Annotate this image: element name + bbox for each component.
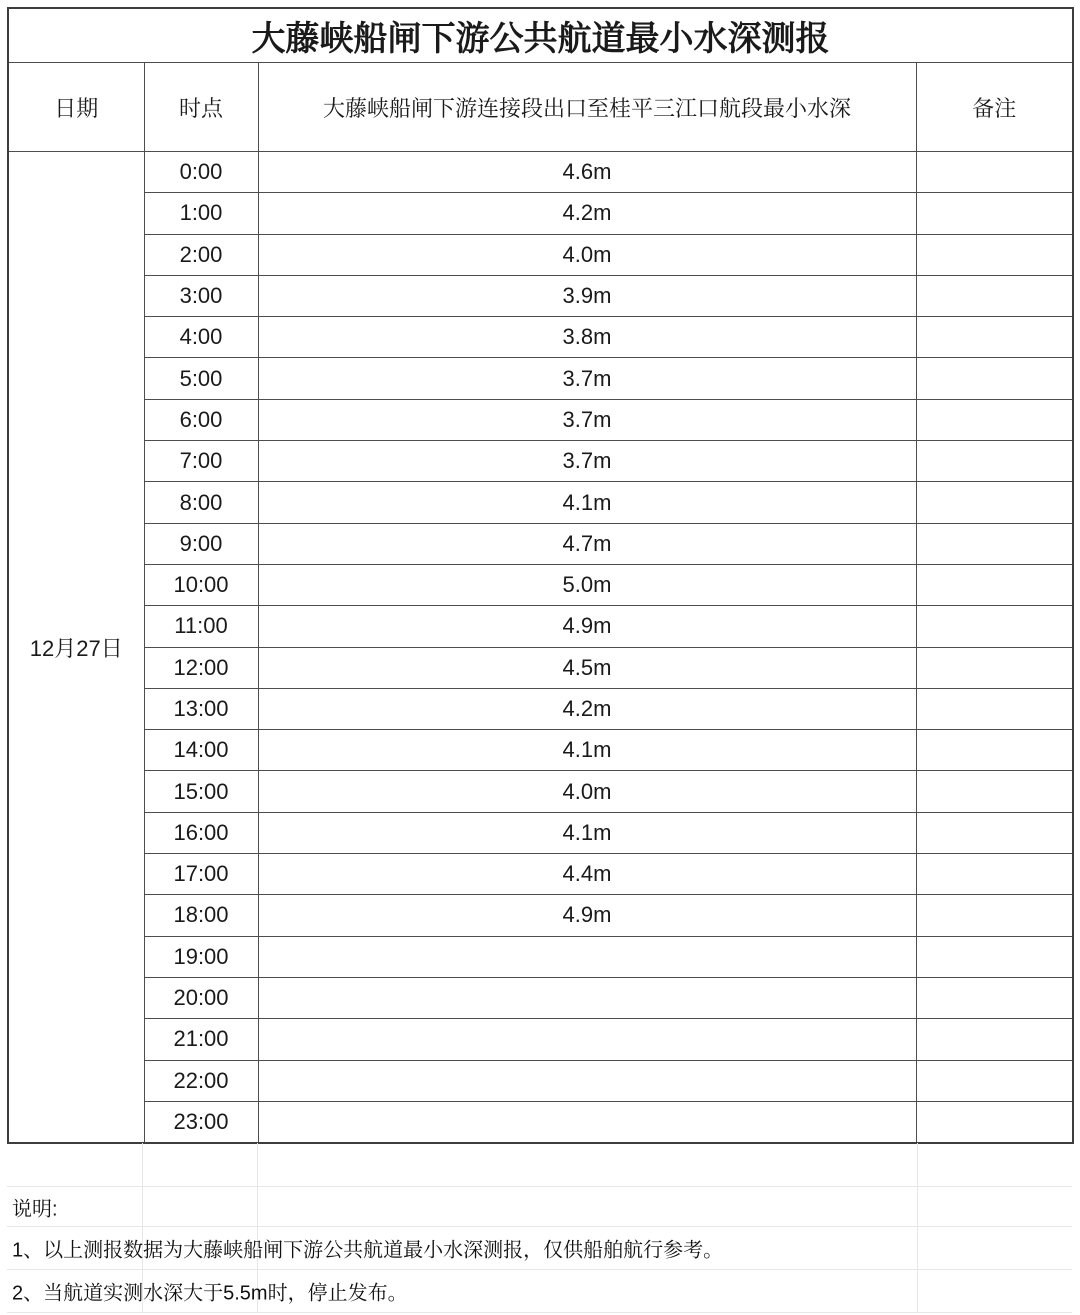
time-cell: 11:00 — [144, 606, 258, 647]
title-row — [8, 8, 1073, 63]
depth-cell: 5.0m — [258, 564, 916, 605]
time-cell: 6:00 — [144, 399, 258, 440]
notes-spacer-row — [7, 1143, 1072, 1187]
note-row-2 — [7, 1270, 1072, 1313]
table-row — [8, 441, 1073, 482]
depth-cell — [258, 1060, 916, 1101]
depth-cell — [258, 1101, 916, 1143]
remark-cell — [916, 854, 1073, 895]
remark-cell — [916, 936, 1073, 977]
remark-cell — [916, 482, 1073, 523]
remark-cell — [916, 358, 1073, 399]
depth-cell — [258, 936, 916, 977]
depth-cell: 4.9m — [258, 895, 916, 936]
depth-cell: 4.5m — [258, 647, 916, 688]
time-cell: 2:00 — [144, 234, 258, 275]
remark-cell — [916, 152, 1073, 193]
time-cell: 21:00 — [144, 1019, 258, 1060]
table-row — [8, 771, 1073, 812]
header-depth: 大藤峡船闸下游连接段出口至桂平三江口航段最小水深 — [258, 63, 916, 152]
remark-cell — [916, 771, 1073, 812]
table-row — [8, 854, 1073, 895]
remark-cell — [916, 523, 1073, 564]
table-row — [8, 1019, 1073, 1060]
header-row — [8, 63, 1073, 152]
remark-cell — [916, 564, 1073, 605]
table-row — [8, 358, 1073, 399]
time-cell: 3:00 — [144, 275, 258, 316]
time-cell: 19:00 — [144, 936, 258, 977]
time-cell: 16:00 — [144, 812, 258, 853]
time-cell: 18:00 — [144, 895, 258, 936]
depth-cell: 4.9m — [258, 606, 916, 647]
time-cell: 0:00 — [144, 152, 258, 193]
remark-cell — [916, 317, 1073, 358]
page-title: 大藤峡船闸下游公共航道最小水深测报 — [8, 8, 1073, 63]
table-row — [8, 688, 1073, 729]
remark-cell — [916, 895, 1073, 936]
remark-cell — [916, 1101, 1073, 1143]
time-cell: 17:00 — [144, 854, 258, 895]
table-row — [8, 606, 1073, 647]
notes-label-row — [7, 1187, 1072, 1227]
table-row — [8, 523, 1073, 564]
time-cell: 23:00 — [144, 1101, 258, 1143]
table-row — [8, 399, 1073, 440]
table-row — [8, 936, 1073, 977]
table-row — [8, 977, 1073, 1018]
depth-cell — [258, 1019, 916, 1060]
time-cell: 22:00 — [144, 1060, 258, 1101]
depth-report-table — [7, 7, 1074, 1144]
table-row — [8, 482, 1073, 523]
table-row — [8, 193, 1073, 234]
time-cell: 14:00 — [144, 730, 258, 771]
table-row — [8, 317, 1073, 358]
depth-cell: 3.7m — [258, 358, 916, 399]
depth-cell: 4.1m — [258, 730, 916, 771]
time-cell: 13:00 — [144, 688, 258, 729]
table-row — [8, 730, 1073, 771]
note-row-1 — [7, 1227, 1072, 1270]
notes-label: 说明: — [12, 1198, 58, 1220]
table-row — [8, 564, 1073, 605]
remark-cell — [916, 606, 1073, 647]
depth-cell: 3.8m — [258, 317, 916, 358]
depth-cell: 4.4m — [258, 854, 916, 895]
table-row — [8, 647, 1073, 688]
time-cell: 9:00 — [144, 523, 258, 564]
depth-cell: 4.2m — [258, 688, 916, 729]
remark-cell — [916, 1060, 1073, 1101]
remark-cell — [916, 234, 1073, 275]
time-cell: 20:00 — [144, 977, 258, 1018]
notes-section — [7, 1143, 1072, 1313]
time-cell: 1:00 — [144, 193, 258, 234]
time-cell: 7:00 — [144, 441, 258, 482]
table-row — [8, 895, 1073, 936]
depth-cell: 3.9m — [258, 275, 916, 316]
time-cell: 12:00 — [144, 647, 258, 688]
time-cell: 15:00 — [144, 771, 258, 812]
depth-cell: 3.7m — [258, 399, 916, 440]
table-row — [8, 1101, 1073, 1143]
depth-cell: 4.1m — [258, 812, 916, 853]
table-row — [8, 152, 1073, 193]
table-row — [8, 1060, 1073, 1101]
time-cell: 10:00 — [144, 564, 258, 605]
depth-cell: 4.0m — [258, 234, 916, 275]
depth-cell: 4.6m — [258, 152, 916, 193]
remark-cell — [916, 977, 1073, 1018]
depth-cell: 4.2m — [258, 193, 916, 234]
time-cell: 8:00 — [144, 482, 258, 523]
remark-cell — [916, 193, 1073, 234]
depth-cell: 4.7m — [258, 523, 916, 564]
remark-cell — [916, 441, 1073, 482]
time-cell: 4:00 — [144, 317, 258, 358]
header-remark: 备注 — [916, 63, 1073, 152]
depth-cell — [258, 977, 916, 1018]
remark-cell — [916, 1019, 1073, 1060]
remark-cell — [916, 399, 1073, 440]
table-row — [8, 275, 1073, 316]
depth-cell: 4.0m — [258, 771, 916, 812]
note-item-2: 2、当航道实测水深大于5.5m时，停止发布。 — [12, 1282, 408, 1305]
remark-cell — [916, 647, 1073, 688]
remark-cell — [916, 275, 1073, 316]
header-time: 时点 — [144, 63, 258, 152]
header-date: 日期 — [8, 63, 144, 152]
depth-cell: 3.7m — [258, 441, 916, 482]
table-row — [8, 812, 1073, 853]
remark-cell — [916, 730, 1073, 771]
time-cell: 5:00 — [144, 358, 258, 399]
depth-cell: 4.1m — [258, 482, 916, 523]
remark-cell — [916, 688, 1073, 729]
table-row — [8, 234, 1073, 275]
remark-cell — [916, 812, 1073, 853]
date-cell: 12月27日 — [8, 152, 144, 1144]
note-item-1: 1、以上测报数据为大藤峡船闸下游公共航道最小水深测报，仅供船舶航行参考。 — [12, 1239, 724, 1262]
